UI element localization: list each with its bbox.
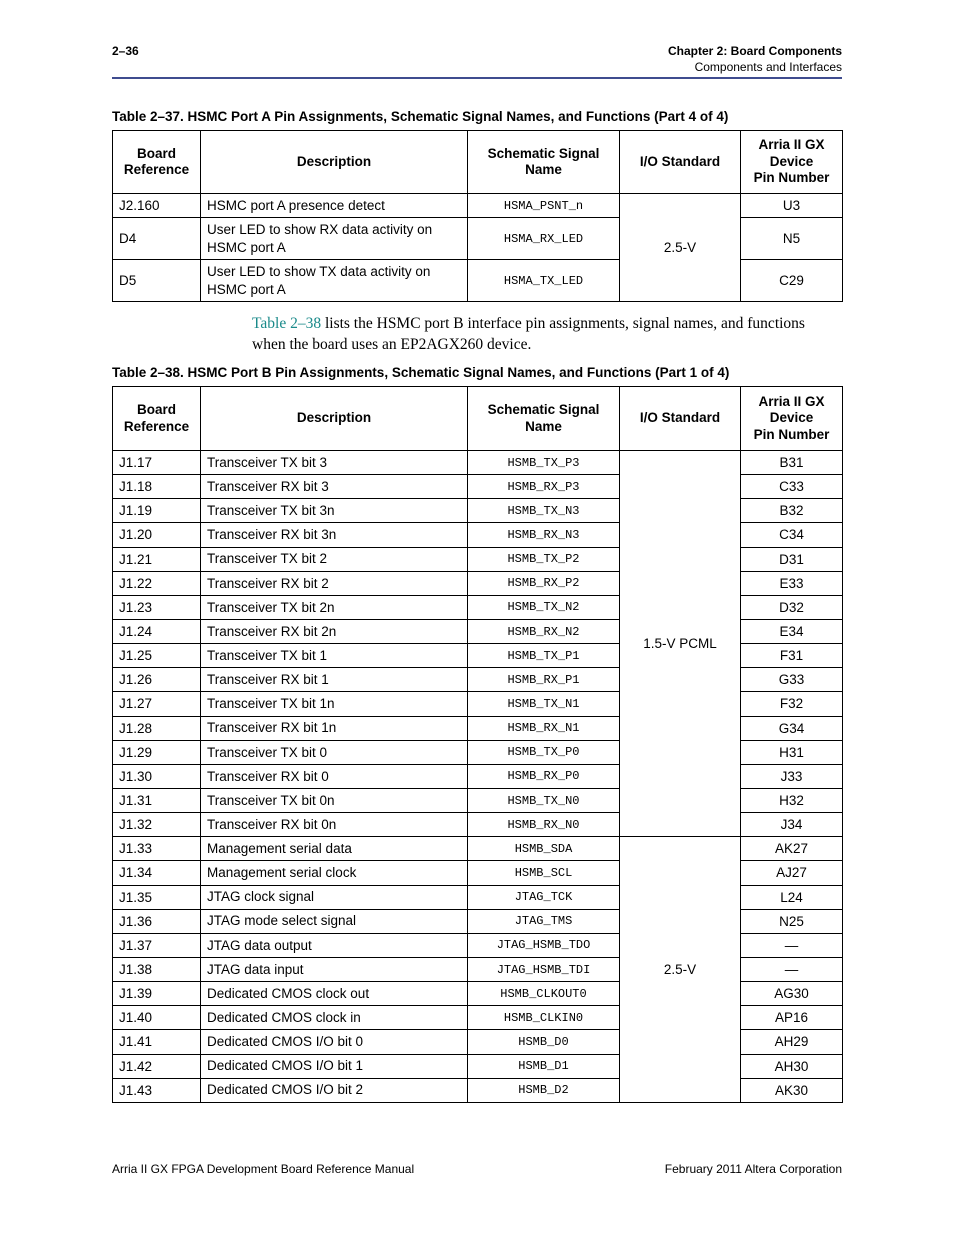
description-cell: JTAG data output (201, 933, 468, 957)
board-reference-cell: J1.41 (113, 1030, 201, 1054)
board-reference-cell: J1.31 (113, 788, 201, 812)
running-header (668, 43, 842, 75)
description-cell: Transceiver TX bit 1 (201, 644, 468, 668)
pin-number-cell: G34 (741, 716, 843, 740)
signal-name-cell: HSMB_RX_P2 (468, 571, 620, 595)
description-cell: Dedicated CMOS clock out (201, 982, 468, 1006)
pin-number-cell: H32 (741, 788, 843, 812)
board-reference-cell: D4 (113, 218, 201, 260)
board-reference-cell: J1.23 (113, 595, 201, 619)
description-cell: HSMC port A presence detect (201, 194, 468, 218)
pin-number-cell: — (741, 933, 843, 957)
description-cell: JTAG mode select signal (201, 909, 468, 933)
description-cell: Transceiver TX bit 0n (201, 788, 468, 812)
description-cell: Transceiver RX bit 3 (201, 475, 468, 499)
header-description: Description (201, 131, 468, 194)
description-cell: JTAG data input (201, 957, 468, 981)
board-reference-cell: J1.43 (113, 1078, 201, 1102)
signal-name-cell: HSMB_RX_N2 (468, 619, 620, 643)
description-cell: Dedicated CMOS I/O bit 1 (201, 1054, 468, 1078)
pin-number-cell: AH30 (741, 1054, 843, 1078)
pin-number-cell: F32 (741, 692, 843, 716)
pin-number-cell: U3 (741, 194, 843, 218)
table-header-row (113, 131, 843, 194)
description-cell: Transceiver RX bit 2 (201, 571, 468, 595)
description-cell: Transceiver RX bit 3n (201, 523, 468, 547)
header-description: Description (201, 387, 468, 451)
header-io-standard: I/O Standard (620, 131, 741, 194)
header-board-reference: Board Reference (113, 387, 201, 451)
signal-name-cell: HSMB_TX_N2 (468, 595, 620, 619)
pin-number-cell: C33 (741, 475, 843, 499)
description-cell: Management serial clock (201, 861, 468, 885)
board-reference-cell: J1.42 (113, 1054, 201, 1078)
board-reference-cell: J1.30 (113, 764, 201, 788)
pin-number-cell: AH29 (741, 1030, 843, 1054)
pin-number-cell: N25 (741, 909, 843, 933)
pin-table-port-a (112, 130, 843, 302)
board-reference-cell: D5 (113, 260, 201, 302)
signal-name-cell: HSMA_PSNT_n (468, 194, 620, 218)
board-reference-cell: J1.32 (113, 813, 201, 837)
board-reference-cell: J2.160 (113, 194, 201, 218)
signal-name-cell: HSMB_TX_P2 (468, 547, 620, 571)
description-cell: JTAG clock signal (201, 885, 468, 909)
chapter-title: Chapter 2: Board Components (667, 44, 842, 58)
pin-number-cell: AG30 (741, 982, 843, 1006)
table-row (113, 837, 843, 861)
signal-name-cell: JTAG_HSMB_TDI (468, 957, 620, 981)
description-cell: Dedicated CMOS I/O bit 0 (201, 1030, 468, 1054)
board-reference-cell: J1.34 (113, 861, 201, 885)
description-cell: Transceiver RX bit 2n (201, 619, 468, 643)
signal-name-cell: HSMB_CLKOUT0 (468, 982, 620, 1006)
description-cell: Transceiver RX bit 1 (201, 668, 468, 692)
board-reference-cell: J1.18 (113, 475, 201, 499)
board-reference-cell: J1.38 (113, 957, 201, 981)
signal-name-cell: JTAG_HSMB_TDO (468, 933, 620, 957)
signal-name-cell: HSMB_RX_N0 (468, 813, 620, 837)
signal-name-cell: HSMB_CLKIN0 (468, 1006, 620, 1030)
table-row (113, 194, 843, 218)
pin-number-cell: G33 (741, 668, 843, 692)
description-cell: Transceiver TX bit 2 (201, 547, 468, 571)
description-cell: Transceiver RX bit 0 (201, 764, 468, 788)
table-row (113, 451, 843, 475)
signal-name-cell: HSMB_RX_P0 (468, 764, 620, 788)
board-reference-cell: J1.40 (113, 1006, 201, 1030)
description-cell: Management serial data (201, 837, 468, 861)
signal-name-cell: HSMB_TX_P3 (468, 451, 620, 475)
board-reference-cell: J1.28 (113, 716, 201, 740)
signal-name-cell: HSMB_TX_N3 (468, 499, 620, 523)
pin-number-cell: E34 (741, 619, 843, 643)
pin-number-cell: H31 (741, 740, 843, 764)
pin-number-cell: C29 (741, 260, 843, 302)
table-caption: Table 2–38. HSMC Port B Pin Assignments, Schematic Signal Names, and Functions (Part 1 of 4) (112, 365, 730, 380)
signal-name-cell: HSMB_TX_N0 (468, 788, 620, 812)
header-io-standard: I/O Standard (620, 387, 741, 451)
board-reference-cell: J1.27 (113, 692, 201, 716)
pin-number-cell: AJ27 (741, 861, 843, 885)
header-pin-number: Arria II GX Device Pin Number (741, 131, 843, 194)
description-cell: Transceiver TX bit 3 (201, 451, 468, 475)
pin-number-cell: E33 (741, 571, 843, 595)
board-reference-cell: J1.24 (113, 619, 201, 643)
table-link[interactable]: Table 2–38 (252, 315, 322, 332)
header-signal-name: Schematic Signal Name (468, 131, 620, 194)
description-cell: User LED to show TX data activity on HSMC port A (201, 260, 468, 302)
board-reference-cell: J1.36 (113, 909, 201, 933)
description-cell: Transceiver RX bit 0n (201, 813, 468, 837)
signal-name-cell: JTAG_TMS (468, 909, 620, 933)
signal-name-cell: HSMB_D2 (468, 1078, 620, 1102)
header-board-reference: Board Reference (113, 131, 201, 194)
io-standard-cell: 1.5-V PCML (620, 451, 741, 837)
page-number: 2–36 (112, 44, 139, 58)
pin-number-cell: C34 (741, 523, 843, 547)
header-rule (112, 77, 842, 79)
board-reference-cell: J1.26 (113, 668, 201, 692)
board-reference-cell: J1.29 (113, 740, 201, 764)
signal-name-cell: HSMB_D1 (468, 1054, 620, 1078)
board-reference-cell: J1.25 (113, 644, 201, 668)
board-reference-cell: J1.37 (113, 933, 201, 957)
board-reference-cell: J1.35 (113, 885, 201, 909)
description-cell: User LED to show RX data activity on HSMC port A (201, 218, 468, 260)
pin-number-cell: D32 (741, 595, 843, 619)
section-title: Components and Interfaces (694, 60, 842, 74)
description-cell: Transceiver TX bit 0 (201, 740, 468, 764)
pin-number-cell: AK27 (741, 837, 843, 861)
signal-name-cell: HSMB_RX_P1 (468, 668, 620, 692)
header-pin-number: Arria II GX Device Pin Number (741, 387, 843, 451)
signal-name-cell: HSMB_TX_P1 (468, 644, 620, 668)
board-reference-cell: J1.21 (113, 547, 201, 571)
description-cell: Transceiver TX bit 1n (201, 692, 468, 716)
pin-number-cell: — (741, 957, 843, 981)
signal-name-cell: HSMB_RX_P3 (468, 475, 620, 499)
description-cell: Dedicated CMOS clock in (201, 1006, 468, 1030)
description-cell: Transceiver TX bit 3n (201, 499, 468, 523)
table-header-row (113, 387, 843, 451)
board-reference-cell: J1.22 (113, 571, 201, 595)
pin-number-cell: B32 (741, 499, 843, 523)
board-reference-cell: J1.39 (113, 982, 201, 1006)
footer-manual-title: Arria II GX FPGA Development Board Reference Manual (112, 1162, 415, 1176)
description-cell: Dedicated CMOS I/O bit 2 (201, 1078, 468, 1102)
pin-number-cell: J34 (741, 813, 843, 837)
pin-number-cell: J33 (741, 764, 843, 788)
footer-date-company: February 2011 Altera Corporation (664, 1162, 842, 1176)
board-reference-cell: J1.33 (113, 837, 201, 861)
signal-name-cell: HSMB_TX_P0 (468, 740, 620, 764)
signal-name-cell: HSMB_RX_N3 (468, 523, 620, 547)
intro-paragraph: Table 2–38 lists the HSMC port B interface pin assignments, signal names, and functions when the board uses an EP2AGX260 device. (252, 315, 805, 353)
description-cell: Transceiver RX bit 1n (201, 716, 468, 740)
board-reference-cell: J1.17 (113, 451, 201, 475)
signal-name-cell: HSMA_TX_LED (468, 260, 620, 302)
io-standard-cell: 2.5-V (620, 837, 741, 1103)
signal-name-cell: HSMB_RX_N1 (468, 716, 620, 740)
board-reference-cell: J1.19 (113, 499, 201, 523)
signal-name-cell: JTAG_TCK (468, 885, 620, 909)
header-signal-name: Schematic Signal Name (468, 387, 620, 451)
pin-number-cell: F31 (741, 644, 843, 668)
signal-name-cell: HSMB_SDA (468, 837, 620, 861)
description-cell: Transceiver TX bit 2n (201, 595, 468, 619)
pin-number-cell: AP16 (741, 1006, 843, 1030)
pin-table-port-b (112, 386, 843, 1103)
pin-number-cell: N5 (741, 218, 843, 260)
pin-number-cell: B31 (741, 451, 843, 475)
pin-number-cell: D31 (741, 547, 843, 571)
signal-name-cell: HSMB_D0 (468, 1030, 620, 1054)
signal-name-cell: HSMB_SCL (468, 861, 620, 885)
board-reference-cell: J1.20 (113, 523, 201, 547)
pin-number-cell: AK30 (741, 1078, 843, 1102)
signal-name-cell: HSMA_RX_LED (468, 218, 620, 260)
io-standard-cell: 2.5-V (620, 194, 741, 302)
signal-name-cell: HSMB_TX_N1 (468, 692, 620, 716)
table-caption: Table 2–37. HSMC Port A Pin Assignments, Schematic Signal Names, and Functions (Part 4 of 4) (112, 109, 729, 124)
pin-number-cell: L24 (741, 885, 843, 909)
